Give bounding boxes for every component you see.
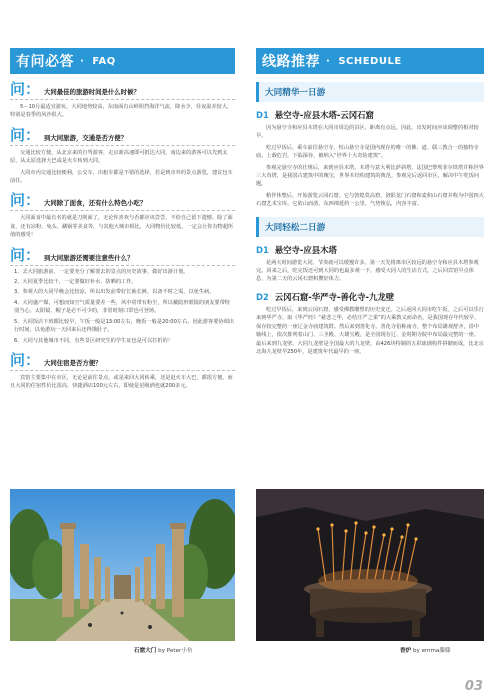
divider — [10, 265, 235, 266]
question-icon: 问： — [10, 245, 41, 264]
day-itinerary: 悬空寺-应县木塔-云冈石窟 — [274, 110, 374, 120]
faq-question-3 — [10, 193, 235, 208]
schedule-header — [256, 48, 484, 74]
photo-caption-title: 香炉 — [400, 648, 412, 654]
photo-caption-left — [134, 646, 193, 654]
faq-list-item: 2、大同夏季比较干，一定要做好补水、防晒的工作。 — [14, 279, 137, 286]
route-para: 花两天时间游览大同，节奏就可以缓慢许多。第一天先将离市区较远的悬空寺和应县木塔参观完。回来之后，吃完饭还可到大同的也最多观一下，感受大同人的生活方式。之后回宾馆早点休息，为第二天的云冈石窟积攒好体力。 — [256, 259, 479, 283]
faq-question-text: 大同除了面食，还有什么特色小吃？ — [44, 199, 147, 208]
photo-caption-credit: by emma滕滕 — [411, 648, 451, 654]
photo-caption-right — [400, 646, 451, 654]
faq-header — [10, 48, 235, 74]
route-title-1: 大同精华一日游 — [256, 82, 484, 102]
question-icon: 问： — [10, 350, 41, 369]
faq-title-en: FAQ — [92, 55, 116, 67]
day-title — [256, 244, 484, 256]
day-label: D1 — [256, 110, 269, 120]
divider — [10, 145, 235, 146]
page-number: 03 — [464, 679, 483, 694]
day-title — [256, 291, 484, 303]
faq-question-text: 到大同旅游，交通是否方便？ — [44, 133, 128, 142]
route-para: 稍作休整后，开始游览云冈石窟。它与敦煌莫高窟、洛阳龙门石窟和麦积山石窟并称为中国四大石窟艺术宝库。它依山而凿，东西绵延约一公里，气势恢弘，内容丰富。 — [256, 192, 484, 208]
day-itinerary: 悬空寺-应县木塔 — [274, 244, 337, 255]
question-icon: 问： — [10, 125, 41, 144]
route-para: 因为悬空寺和应县木塔在大同市周边的县区，距离有点远。因此，出发时间应该调整的相对较早。 — [256, 125, 479, 140]
grotto-gate-photo — [10, 489, 235, 641]
divider — [10, 210, 235, 211]
faq-list-item: 5、大同饭店下班都比较早，午饭一般是13:00左右，晚饭一般是20:00左右，因此游客要协调出行时间，以免游玩一天回来后还得饿肚子。 — [14, 318, 234, 334]
faq-dot: · — [80, 55, 85, 67]
divider — [10, 370, 235, 371]
faq-list-item: 3、参观大的大同早晚会比较凉，所以出发前带好长袖长裤，以备不时之需，以免生病。 — [14, 289, 215, 296]
faq-answer-para: 交通比较方便，从北京来的自驾游客，走京新高速即可抵达大同，南边来的游客可以先到太原，从太原选择大巴或是火车转到大同。 — [10, 149, 228, 165]
faq-answer-para: 宾馆主要集中在市区，无论是前往景点，或是来回大同转乘，还是赶火车大巴，都很方便。而且大同的住宿性价比很高，快捷酒店100元左右，即使是星级酒也就200多元。 — [10, 374, 233, 390]
schedule-dot: · — [326, 55, 331, 67]
incense-burner-photo — [256, 489, 484, 641]
faq-question-1 — [10, 82, 235, 97]
divider — [10, 99, 235, 100]
faq-question-4 — [10, 245, 235, 264]
faq-question-text: 大同住宿是否方便？ — [44, 358, 102, 367]
route-para: 吃过早饭后，乘车前往悬空寺，恒山悬空寺是国内现存的唯一的佛、道、儒三教合一的独特寺庙。上载危岩，下临深谷，被纳入“世界十大奇险建筑”。 — [256, 144, 479, 160]
schedule-title: 线路推荐 — [262, 54, 320, 70]
day-itinerary: 云冈石窟-华严寺-善化寺-九龙壁 — [274, 291, 395, 302]
faq-column — [10, 48, 235, 391]
day-title — [256, 109, 484, 121]
day-label: D1 — [256, 244, 269, 255]
faq-question-text: 大同最佳的旅游时间是什么时候？ — [44, 88, 140, 96]
faq-answer-para: 大同市内交通比较便利，公交车、出租车都是不错的选择，若是到市外的景点游览，建议包车前往。 — [10, 169, 233, 185]
faq-list-item: 1、去大同旅游前，一定要充分了解要去的景点的历史故事，做好出游计划。 — [14, 268, 189, 275]
faq-title: 有问必答 — [16, 54, 74, 70]
faq-list-item: 6、大同与其他城市不同，有些景区研究生的学生证也是可以打折的！ — [14, 337, 173, 344]
day-label: D2 — [256, 291, 269, 302]
faq-list-item: 4、大同盛产煤，可想而知空气质量要差一些，风中常带有粉尘，所以戴隐形眼镜的朋友要带特别当心。太阳镜、帽子是必不可少的，非常时刻口罩也可登场。 — [14, 299, 230, 315]
schedule-column — [256, 48, 484, 356]
faq-question-5 — [10, 350, 235, 369]
faq-answer-para: 大同面食中最有名的就是刀削面了，无论你喜欢与否都应该尝尝，不给自己留下遗憾。除了面食，还有凉粉、兔头、涮锅等美食等，与其他大城市相比，大同物价比较低，一定会让你有物超所值的感受！ — [10, 215, 234, 239]
question-icon: 问： — [10, 191, 41, 210]
route-para: 吃过早饭后，来到云冈石窟，感受佛教雕塑的历史变迁。之后返回大同市吃午饭。之后可以乐行来到华严寺。取《华严经》“慈悲之华，必结庄严之果”的大乘教义而命名，是我国现存年代较早、保存较完整的一座辽金寺庙建筑群。然后来到善化寺。善化寺俗称南寺，整个布局雄观舒齐，沿中轴线上，依次排列着山门、三圣殿、大雄宝殿，是全国现存辽、金时期寺院中布局最完整的一座。最后来到九龙壁。大同九龙壁是全国最大的九龙壁，由426块特制的五彩琉璃构件拼砌而成，比北京北海九龙壁早250年，是建筑年代最早的一座。 — [256, 306, 484, 355]
route-para: 参观完悬空寺的仕规后，来到应县木塔。木塔与意大利比萨斜塔，法国巴黎埃菲尔铁塔并称世界三大奇塔，是我国古建筑中的瑰宝，世界木结构建筑的典范。参观完后返回市区，解决中午吃饭问题。 — [256, 164, 484, 188]
faq-question-2 — [10, 125, 235, 144]
faq-question-text: 到大同旅游还需要注意些什么？ — [44, 253, 134, 262]
faq-answer-para: 5－10月最适宜游玩。大同地势较高，东南面有山岭阻挡海洋气流，降水少，昼夜温差较大，特别是春季的风沙很大。 — [10, 104, 233, 119]
question-icon: 问： — [10, 80, 41, 98]
route-title-2: 大同轻松二日游 — [256, 217, 484, 237]
schedule-title-en: SCHEDULE — [338, 55, 402, 67]
photo-caption-credit: by Peter小鱼 — [156, 648, 193, 654]
photo-caption-title: 石窟大门 — [134, 648, 157, 654]
